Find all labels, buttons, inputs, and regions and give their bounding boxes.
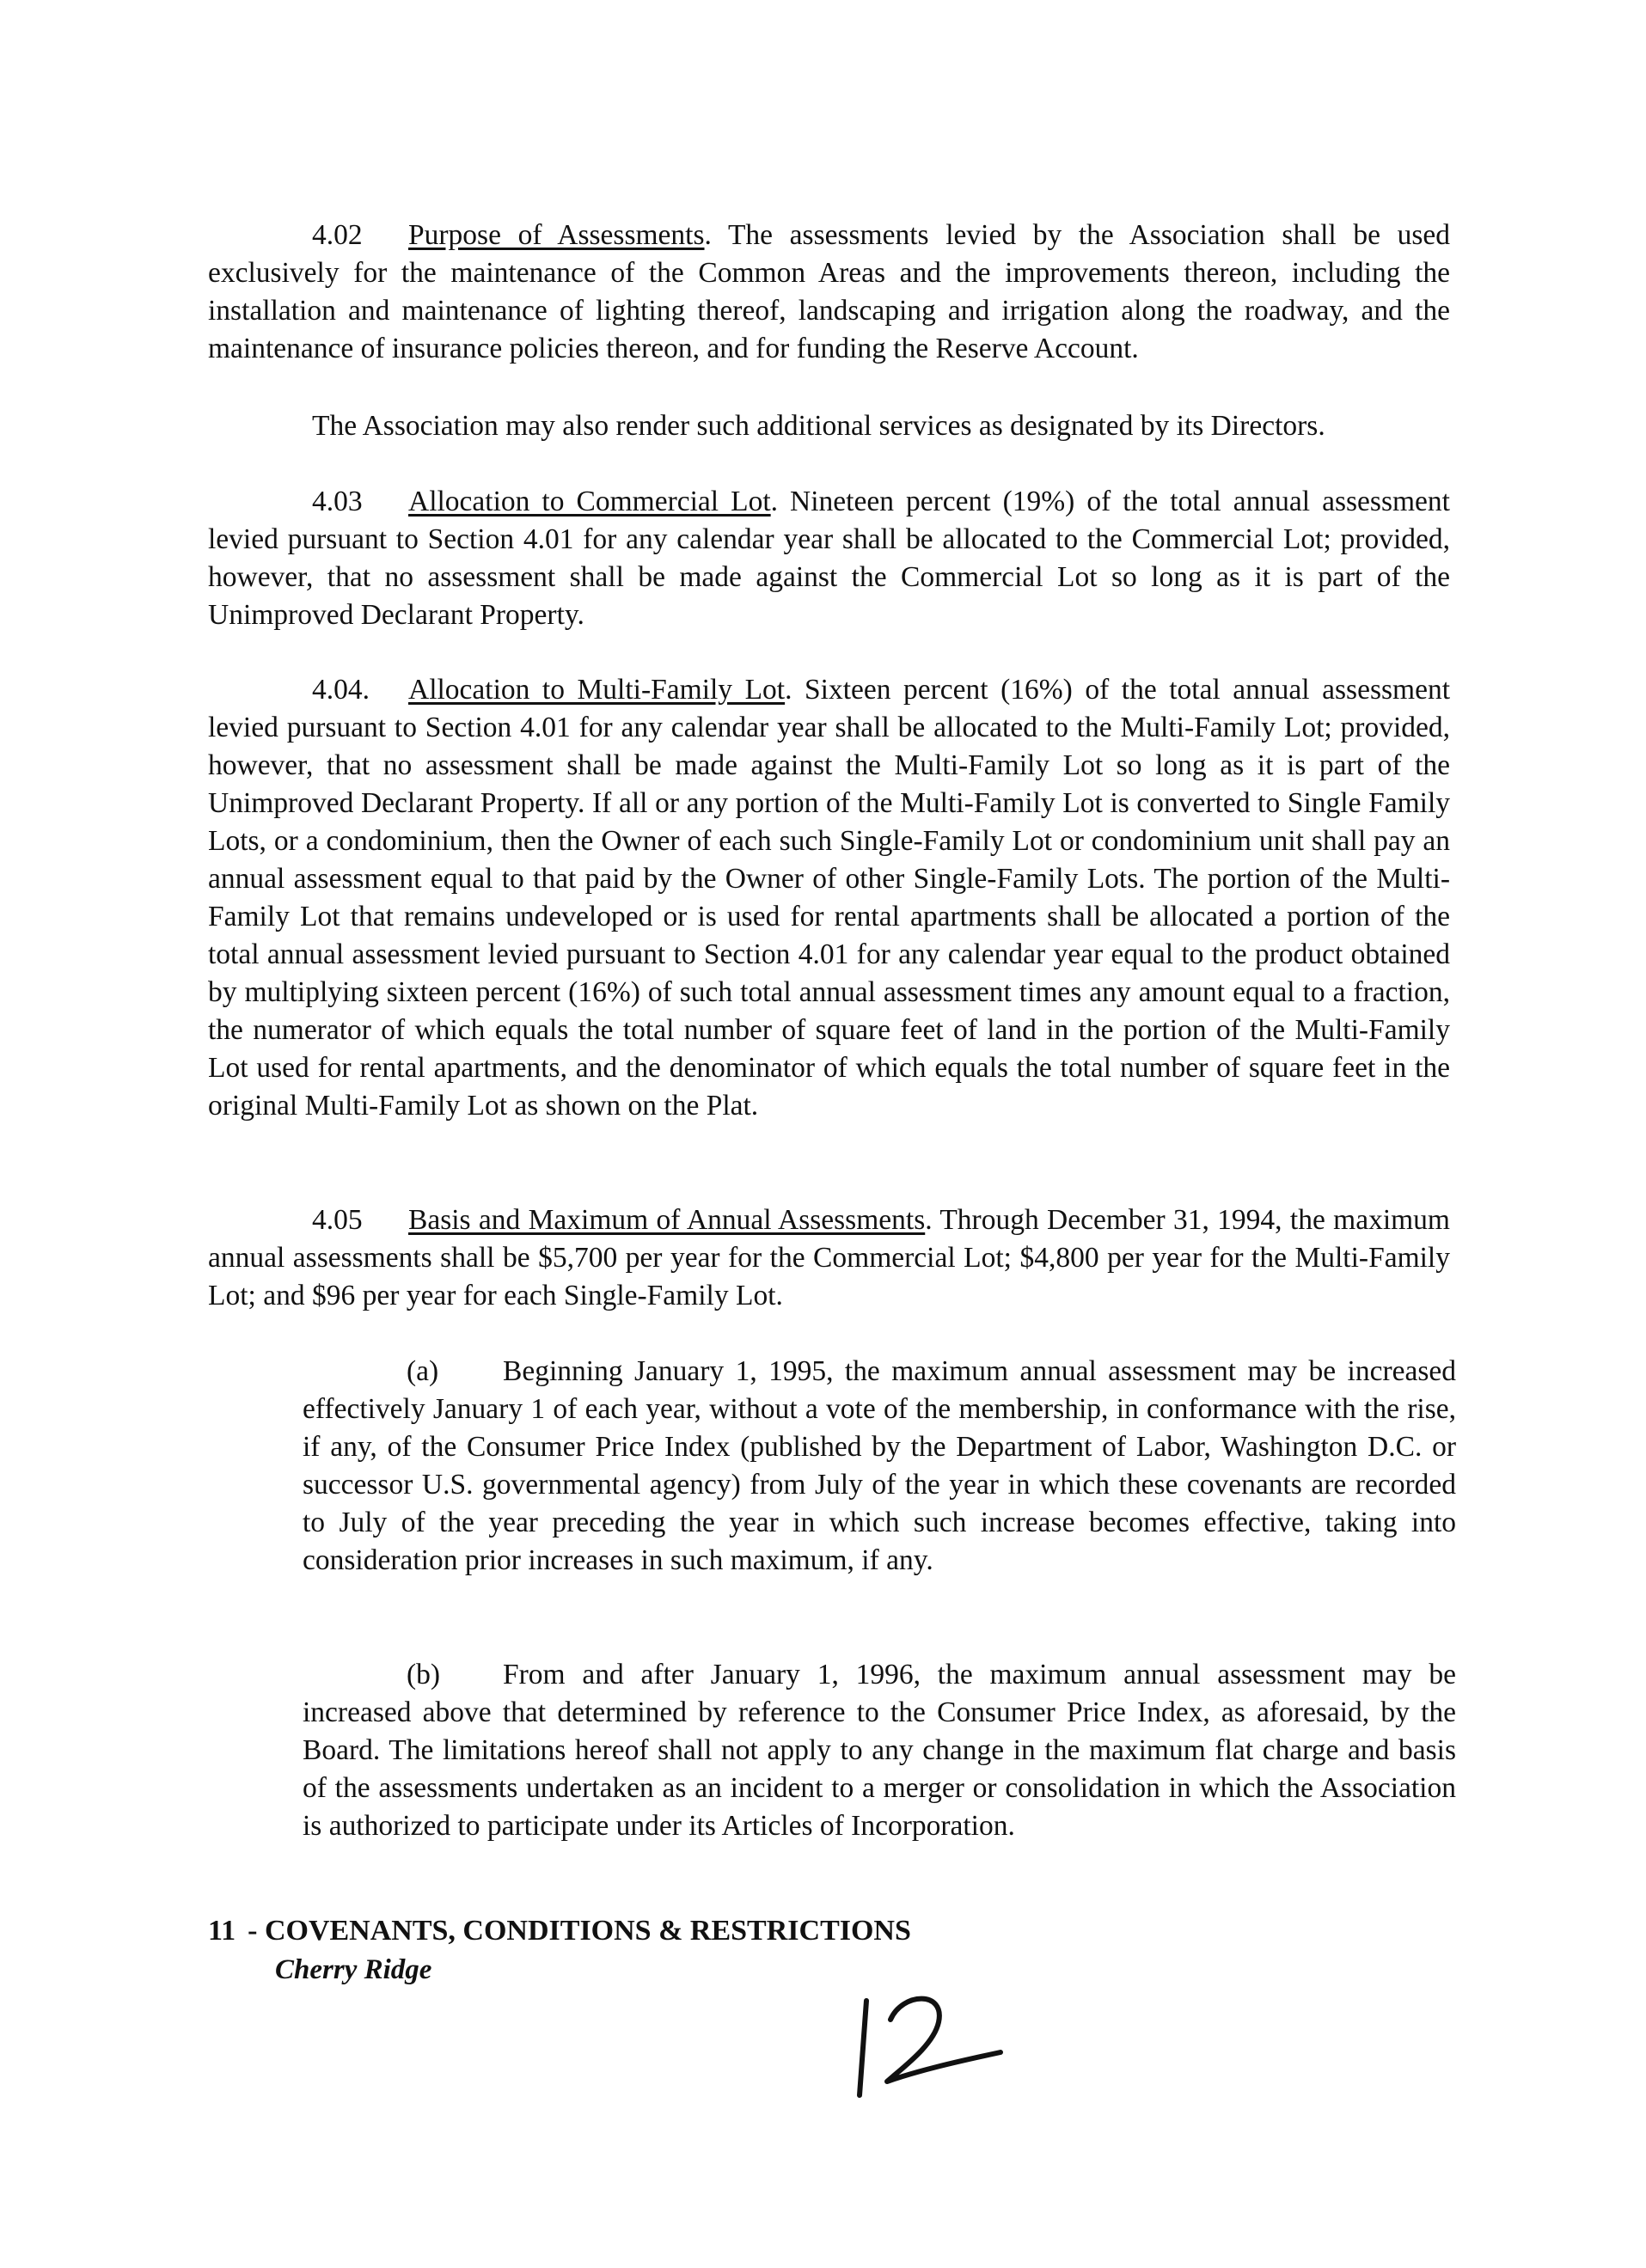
handwritten-page-mark [849, 1975, 1013, 2104]
section-text: . Through December 31, 1994, the maximum annual assessments shall be $5,700 per year for the Commercial Lot; $4,800 per year for the Multi-Family Lot; and $96 per year for each Single-Family Lot. [208, 1204, 1450, 1311]
footer-title [208, 1915, 911, 1947]
section-number: 4.05 [312, 1204, 363, 1236]
section-number: 4.02 [312, 219, 363, 251]
subsection-label: (a) [407, 1355, 439, 1387]
section-4-04 [208, 671, 1450, 1125]
association-services-paragraph [208, 407, 1450, 445]
section-heading: Allocation to Multi-Family Lot [408, 674, 786, 706]
section-heading: Purpose of Assessments [408, 219, 705, 251]
page-number: 11 [208, 1915, 236, 1947]
section-text: . Sixteen percent (16%) of the total annual assessment levied pursuant to Section 4.01 for any calendar year shall be allocated to the Multi-Family Lot; provided, however, that no assessment shall be made against the Multi-Family Lot so long as it is part of the Unimproved Declarant Property. If all or any portion of the Multi-Family Lot is converted to Single Family Lots, or a condominium, then the Owner of each such Single-Family Lot or condominium unit shall pay an annual assessment equal to that paid by the Owner of other Single-Family Lots. The portion of the Multi-Family Lot that remains undeveloped or is used for rental apartments shall be allocated a portion of the total annual assessment levied pursuant to Section 4.01 for any calendar year equal to the product obtained by multiplying sixteen percent (16%) of such total annual assessment times any amount equal to a fraction, the numerator of which equals the total number of square feet of land in the portion of the Multi-Family Lot used for rental apartments, and the denominator of which equals the total number of square feet in the original Multi-Family Lot as shown on the Plat. [208, 674, 1450, 1122]
section-number: 4.03 [312, 486, 363, 517]
subsection-label: (b) [407, 1659, 441, 1690]
footer-subtitle: Cherry Ridge [275, 1954, 432, 1985]
subsection-a [303, 1353, 1456, 1580]
section-heading: Basis and Maximum of Annual Assessments [408, 1204, 926, 1236]
section-number: 4.04. [312, 674, 370, 706]
subsection-text: From and after January 1, 1996, the maximum annual assessment may be increased above that determined by reference to the Consumer Price Index, as aforesaid, by the Board. The limitations hereof shall not apply to any change in the maximum flat charge and basis of the assessments undertaken as an incident to a merger or consolidation in which the Association is authorized to participate under its Articles of Incorporation. [303, 1659, 1456, 1842]
subsection-b [303, 1656, 1456, 1845]
section-4-05 [208, 1201, 1450, 1315]
section-heading: Allocation to Commercial Lot [408, 486, 771, 517]
section-4-02 [208, 217, 1450, 368]
subsection-text: Beginning January 1, 1995, the maximum annual assessment may be increased effectively January 1 of each year, without a vote of the membership, in conformance with the rise, if any, of the Consumer Price Index (published by the Department of Labor, Washington D.C. or successor U.S. governmental agency) from July of the year in which these covenants are recorded to July of the year preceding the year in which such increase becomes effective, taking into consideration prior increases in such maximum, if any. [303, 1355, 1456, 1576]
section-text: . The assessments levied by the Association shall be used exclusively for the maintenance of the Common Areas and the improvements thereon, including the installation and maintenance of lighting thereof, landscaping and irrigation along the roadway, and the maintenance of insurance policies thereon, and for funding the Reserve Account. [208, 219, 1450, 364]
document-title: - COVENANTS, CONDITIONS & RESTRICTIONS [248, 1915, 911, 1947]
section-text: . Nineteen percent (19%) of the total annual assessment levied pursuant to Section 4.01 for any calendar year shall be allocated to the Commercial Lot; provided, however, that no assessment shall be made against the Commercial Lot so long as it is part of the Unimproved Declarant Property. [208, 486, 1450, 631]
section-text: The Association may also render such additional services as designated by its Directors. [312, 410, 1325, 442]
section-4-03 [208, 483, 1450, 634]
